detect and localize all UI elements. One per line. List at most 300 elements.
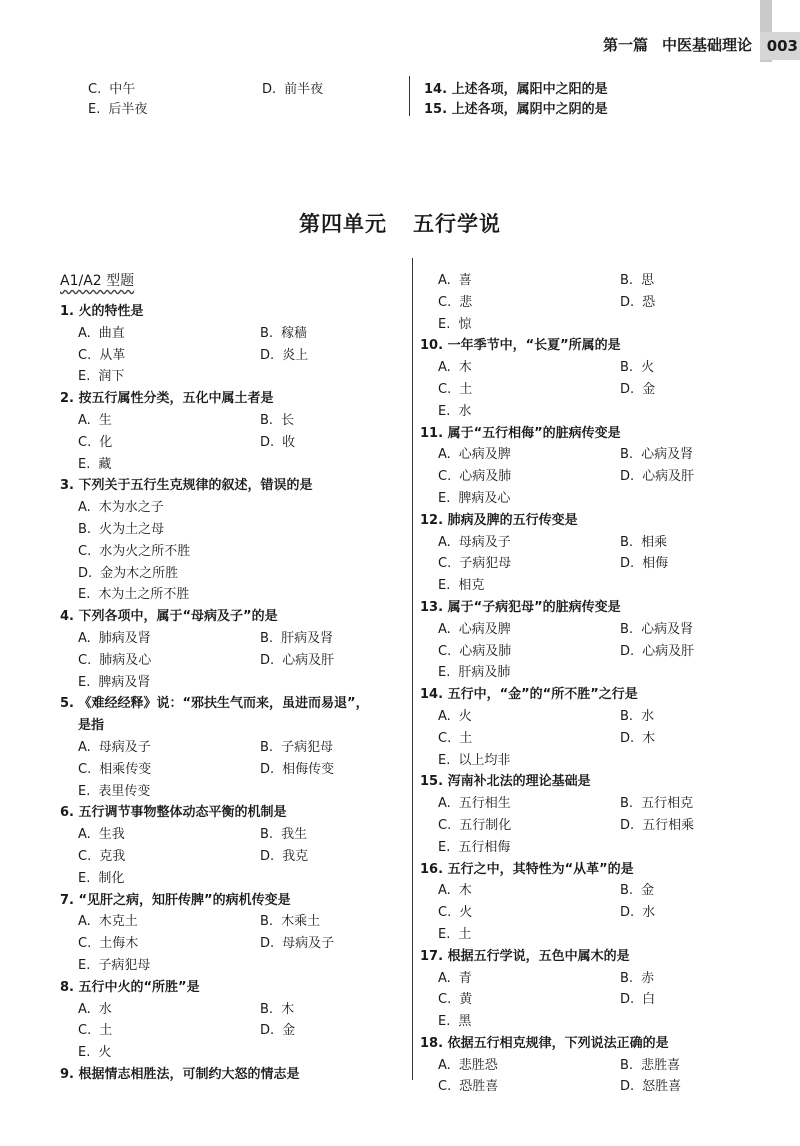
option-row xyxy=(60,432,400,454)
option-row xyxy=(60,846,400,868)
option-row xyxy=(420,968,720,990)
option-row xyxy=(420,488,720,510)
option-letter: E. xyxy=(438,752,451,768)
option-text: 生 xyxy=(98,412,112,428)
left-question-list xyxy=(60,301,400,1086)
option-text: 黄 xyxy=(459,992,473,1008)
question-line xyxy=(420,859,720,881)
option xyxy=(620,1076,681,1098)
option-letter: E. xyxy=(438,1014,451,1030)
option-row xyxy=(60,497,400,519)
option-text: 肺病及心 xyxy=(99,652,152,668)
option-text: 火 xyxy=(98,1045,112,1061)
question-text: “见肝之病，知肝传脾”的病机传变是 xyxy=(78,892,291,908)
option-letter: E. xyxy=(438,403,451,419)
option-letter: A. xyxy=(78,739,91,755)
option-text: 木 xyxy=(458,883,472,899)
option xyxy=(620,815,694,837)
option-letter: C. xyxy=(438,992,452,1008)
option-letter: B. xyxy=(260,412,274,428)
option-letter: A. xyxy=(78,827,91,843)
question-number: 16. xyxy=(420,861,444,877)
option-letter: D. xyxy=(620,469,635,485)
option xyxy=(438,292,472,314)
option-row xyxy=(420,641,720,663)
option-row xyxy=(60,781,400,803)
option-letter: E. xyxy=(438,839,451,855)
option xyxy=(620,553,668,575)
question-text: 下列关于五行生克规律的叙述，错误的是 xyxy=(78,478,313,494)
question-line xyxy=(60,1064,400,1086)
option-row xyxy=(420,837,720,859)
question-line xyxy=(420,771,720,793)
option-row xyxy=(60,911,400,933)
option-text: 土 xyxy=(459,381,473,397)
option-text: 我生 xyxy=(281,827,308,843)
option xyxy=(260,999,294,1021)
option-letter: D. xyxy=(620,992,635,1008)
option-letter: A. xyxy=(438,883,451,899)
option-row xyxy=(60,824,400,846)
option-text: 子病犯母 xyxy=(281,739,334,755)
option-letter: B. xyxy=(620,1057,634,1073)
option xyxy=(78,345,125,367)
option xyxy=(260,650,334,672)
option-text: 心病及肝 xyxy=(642,469,695,485)
right-column xyxy=(420,270,720,1098)
question-line-continued xyxy=(60,715,400,737)
option xyxy=(78,846,125,868)
option-row xyxy=(420,750,720,772)
option-row xyxy=(420,532,720,554)
option-c: C. 中午 xyxy=(88,82,136,97)
option-text: 惊 xyxy=(458,316,472,332)
question-text: 依据五行相克规律，下列说法正确的是 xyxy=(447,1035,669,1051)
option xyxy=(260,1020,295,1042)
question-line xyxy=(420,597,720,619)
option-text: 相侮传变 xyxy=(282,761,335,777)
option-text: 母病及子 xyxy=(282,936,335,952)
option-text: 恐胜喜 xyxy=(459,1079,499,1095)
option-letter: C. xyxy=(438,817,452,833)
option xyxy=(620,641,694,663)
option-letter: C. xyxy=(78,652,92,668)
option-letter: C. xyxy=(438,556,452,572)
option-row xyxy=(60,563,400,585)
option-row xyxy=(420,575,720,597)
option xyxy=(78,1020,112,1042)
option-text: 心病及脾 xyxy=(458,447,511,463)
column-divider xyxy=(412,258,413,1080)
option xyxy=(438,989,472,1011)
option-row xyxy=(420,924,720,946)
option-row xyxy=(60,345,400,367)
option xyxy=(260,933,334,955)
option xyxy=(438,706,472,728)
option xyxy=(438,270,472,292)
option-text: 水 xyxy=(458,403,472,419)
option-text: 相侮 xyxy=(642,556,669,572)
option-row xyxy=(60,410,400,432)
question-text: 五行调节事物整体动态平衡的机制是 xyxy=(78,805,287,821)
option-text: 木 xyxy=(642,730,656,746)
option-text: 木为土之所不胜 xyxy=(98,587,190,603)
option-text: 母病及子 xyxy=(458,534,511,550)
option-letter: D. xyxy=(620,1079,635,1095)
option-letter: B. xyxy=(620,273,634,288)
option-row xyxy=(60,628,400,650)
question-line xyxy=(420,510,720,532)
option-row xyxy=(420,902,720,924)
question-text: 五行中，“金”的“所不胜”之行是 xyxy=(447,687,638,703)
option-row xyxy=(60,519,400,541)
option-letter: E. xyxy=(438,490,451,506)
option xyxy=(620,292,655,314)
option-text: 恐 xyxy=(642,294,656,310)
option xyxy=(438,379,472,401)
option-letter: B. xyxy=(260,739,274,755)
option xyxy=(78,999,112,1021)
option-text: 收 xyxy=(282,434,296,450)
right-question-list xyxy=(420,270,720,1098)
question-number: 11. xyxy=(420,425,444,441)
option xyxy=(78,432,112,454)
option-letter: A. xyxy=(438,970,451,986)
option-text: 子病犯母 xyxy=(459,556,512,572)
option xyxy=(260,628,333,650)
question-15-prev: 15. 上述各项，属阴中之阴的是 xyxy=(424,102,608,117)
option-letter: B. xyxy=(260,630,274,646)
question-line xyxy=(60,475,400,497)
option-letter: C. xyxy=(438,1079,452,1095)
option xyxy=(438,357,472,379)
unit-title xyxy=(0,208,800,238)
option-letter: A. xyxy=(438,796,451,812)
running-head-part: 第一篇 xyxy=(602,36,648,54)
option-text: 肝病及肾 xyxy=(281,630,334,646)
option-text: 火 xyxy=(458,708,472,724)
option-text: 火为土之母 xyxy=(99,521,165,537)
option-row xyxy=(420,292,720,314)
option-letter: B. xyxy=(620,883,634,899)
question-text: 五行中火的“所胜”是 xyxy=(78,979,200,995)
option-text: 心病及肝 xyxy=(282,652,335,668)
option-row xyxy=(60,933,400,955)
option-letter: E. xyxy=(78,369,91,385)
option-letter: D. xyxy=(260,434,275,450)
option-letter: B. xyxy=(620,796,634,812)
left-column xyxy=(60,270,400,1086)
option-letter: A. xyxy=(438,621,451,637)
option-letter: D. xyxy=(620,556,635,572)
option-text: 子病犯母 xyxy=(98,957,151,973)
question-line xyxy=(420,946,720,968)
option xyxy=(620,532,667,554)
option-row xyxy=(420,466,720,488)
option-row xyxy=(420,989,720,1011)
running-head xyxy=(603,34,752,55)
question-text: 下列各项中，属于“母病及子”的是 xyxy=(78,609,278,625)
option-row xyxy=(420,706,720,728)
option-letter: C. xyxy=(78,1023,92,1039)
option-letter: B. xyxy=(260,325,274,341)
option-letter: E. xyxy=(78,456,91,472)
option xyxy=(260,432,295,454)
option-letter: D. xyxy=(620,730,635,746)
option-row xyxy=(420,1076,720,1098)
option-letter: E. xyxy=(438,665,451,681)
option-row xyxy=(420,1055,720,1077)
option xyxy=(260,410,294,432)
option-row xyxy=(60,1020,400,1042)
option-text: 金 xyxy=(641,883,655,899)
option-letter: D. xyxy=(620,905,635,921)
option-letter: D. xyxy=(260,347,275,363)
option xyxy=(78,323,125,345)
question-line xyxy=(60,301,400,323)
option-row xyxy=(420,793,720,815)
question-line xyxy=(60,802,400,824)
column-divider-top xyxy=(409,76,410,116)
option xyxy=(438,553,511,575)
option xyxy=(620,793,693,815)
option-letter: B. xyxy=(620,708,634,724)
option-letter: C. xyxy=(438,730,452,746)
option-letter: A. xyxy=(438,708,451,724)
option-row xyxy=(420,379,720,401)
option-text: 以上均非 xyxy=(458,752,511,768)
question-number: 2. xyxy=(60,391,74,407)
option xyxy=(438,532,511,554)
page-header xyxy=(0,0,800,56)
option-letter: C. xyxy=(78,434,92,450)
option-letter: C. xyxy=(78,848,92,864)
question-line xyxy=(420,423,720,445)
option-text: 心病及肺 xyxy=(459,643,512,659)
option xyxy=(620,880,654,902)
option-text: 五行制化 xyxy=(459,817,512,833)
option-row xyxy=(60,1042,400,1064)
option-letter: E. xyxy=(78,870,91,886)
option-text: 金 xyxy=(642,381,656,397)
option-row xyxy=(420,662,720,684)
option-row xyxy=(420,444,720,466)
option-letter: C. xyxy=(78,761,92,777)
option-text: 悲胜恐 xyxy=(458,1057,498,1073)
option xyxy=(438,968,472,990)
option-letter: C. xyxy=(78,936,92,952)
option-text: 土侮木 xyxy=(99,936,139,952)
option-text: 水 xyxy=(641,708,655,724)
question-number: 12. xyxy=(420,512,444,528)
option-row xyxy=(420,553,720,575)
option-letter: C. xyxy=(78,543,92,559)
option-text: 化 xyxy=(99,434,113,450)
question-number: 13. xyxy=(420,599,444,615)
question-line xyxy=(60,606,400,628)
option-letter: D. xyxy=(620,294,635,310)
option xyxy=(78,933,138,955)
option-row xyxy=(420,1011,720,1033)
option-letter: D. xyxy=(260,761,275,777)
option xyxy=(620,357,654,379)
option xyxy=(78,737,151,759)
option-letter: D. xyxy=(620,817,635,833)
option-letter: B. xyxy=(620,447,634,463)
option-text: 藏 xyxy=(98,456,112,472)
option-letter: A. xyxy=(438,534,451,550)
unit-name: 五行学说 xyxy=(413,212,501,236)
option-letter: B. xyxy=(620,360,634,376)
question-line xyxy=(60,890,400,912)
option xyxy=(620,1055,680,1077)
option xyxy=(620,619,693,641)
option-text: 肝病及肺 xyxy=(458,665,511,681)
option-letter: A. xyxy=(78,325,91,341)
option-text: 相克 xyxy=(458,578,485,594)
option-letter: E. xyxy=(78,957,91,973)
option-row xyxy=(60,737,400,759)
option xyxy=(620,968,654,990)
option-row xyxy=(60,366,400,388)
option xyxy=(260,824,307,846)
option-row xyxy=(420,619,720,641)
option-text: 长 xyxy=(281,412,295,428)
option-row xyxy=(420,728,720,750)
question-line xyxy=(60,388,400,410)
option-text: 心病及肾 xyxy=(641,447,694,463)
option-letter: D. xyxy=(260,936,275,952)
option-letter: A. xyxy=(78,500,91,516)
option-text: 五行相乘 xyxy=(642,817,695,833)
option xyxy=(260,911,320,933)
question-text: 根据情志相胜法，可制约大怒的情志是 xyxy=(78,1066,300,1082)
option-text: 生我 xyxy=(98,827,125,843)
option-row xyxy=(60,541,400,563)
option xyxy=(260,846,308,868)
option-text: 悲胜喜 xyxy=(641,1057,681,1073)
option-text: 土 xyxy=(458,926,472,942)
option-text: 心病及肺 xyxy=(459,469,512,485)
option-letter: E. xyxy=(78,587,91,603)
option xyxy=(260,759,334,781)
page-number: 003 xyxy=(760,32,800,60)
option-text: 脾病及心 xyxy=(458,490,511,506)
option-letter: D. xyxy=(260,848,275,864)
option-letter: C. xyxy=(438,905,452,921)
option xyxy=(438,815,511,837)
question-line xyxy=(420,1033,720,1055)
option-letter: E. xyxy=(438,926,451,942)
option xyxy=(620,728,655,750)
question-number: 4. xyxy=(60,609,74,625)
option xyxy=(260,345,308,367)
option-text: 相乘传变 xyxy=(99,761,152,777)
question-text: 《难经经释》说：“邪扶生气而来，虽进而易退”， xyxy=(78,696,369,712)
question-text: 是指 xyxy=(78,718,105,734)
option-letter: D. xyxy=(78,565,93,581)
question-number: 15. xyxy=(420,774,444,790)
option-letter: E. xyxy=(438,578,451,594)
option-text: 水 xyxy=(642,905,656,921)
option xyxy=(78,911,138,933)
option-letter: E. xyxy=(78,674,91,690)
option-letter: B. xyxy=(260,1001,274,1017)
question-text: 属于“五行相侮”的脏病传变是 xyxy=(447,425,621,441)
question-line xyxy=(420,684,720,706)
option-text: 五行相侮 xyxy=(458,839,511,855)
option-letter: B. xyxy=(260,914,274,930)
option-text: 木克土 xyxy=(98,914,138,930)
question-number: 10. xyxy=(420,338,444,354)
option xyxy=(438,1055,498,1077)
option-letter: A. xyxy=(438,360,451,376)
option xyxy=(620,270,654,292)
question-number: 3. xyxy=(60,478,74,494)
option xyxy=(260,323,307,345)
option-text: 怒胜喜 xyxy=(642,1079,682,1095)
option-letter: E. xyxy=(78,783,91,799)
option-row xyxy=(420,815,720,837)
question-line xyxy=(420,335,720,357)
option-row xyxy=(60,584,400,606)
option-letter: D. xyxy=(620,381,635,397)
section-label: A1/A2 型题 xyxy=(60,273,135,289)
option-text: 相乘 xyxy=(641,534,668,550)
option-text: 思 xyxy=(641,273,655,288)
option-text: 肺病及肾 xyxy=(98,630,151,646)
option xyxy=(78,410,112,432)
option-row xyxy=(420,401,720,423)
option-letter: D. xyxy=(260,1023,275,1039)
option xyxy=(438,444,511,466)
running-head-title: 中医基础理论 xyxy=(661,36,752,54)
option-text: 母病及子 xyxy=(98,739,151,755)
option xyxy=(438,619,511,641)
option xyxy=(620,902,655,924)
option-row xyxy=(420,314,720,336)
option-text: 土 xyxy=(99,1023,113,1039)
option-row xyxy=(420,357,720,379)
option-letter: C. xyxy=(438,469,452,485)
question-number: 9. xyxy=(60,1066,74,1082)
option-text: 脾病及肾 xyxy=(98,674,151,690)
option-text: 从革 xyxy=(99,347,126,363)
option xyxy=(620,706,654,728)
option-letter: A. xyxy=(78,630,91,646)
question-number: 17. xyxy=(420,948,444,964)
option-letter: C. xyxy=(438,643,452,659)
option-text: 水为火之所不胜 xyxy=(99,543,191,559)
option xyxy=(438,902,472,924)
option-text: 润下 xyxy=(98,369,125,385)
option-text: 赤 xyxy=(641,970,655,986)
option-letter: B. xyxy=(78,521,92,537)
option-text: 喜 xyxy=(458,273,472,288)
question-number: 7. xyxy=(60,892,74,908)
option-text: 木 xyxy=(458,360,472,376)
option-row xyxy=(60,454,400,476)
option xyxy=(78,759,151,781)
option-text: 炎上 xyxy=(282,347,309,363)
question-text: 五行之中，其特性为“从革”的是 xyxy=(447,861,634,877)
option-text: 木乘土 xyxy=(281,914,321,930)
option-letter: D. xyxy=(620,643,635,659)
option-letter: A. xyxy=(438,1057,451,1073)
option xyxy=(620,379,655,401)
option xyxy=(78,628,151,650)
question-number: 14. xyxy=(420,687,444,703)
